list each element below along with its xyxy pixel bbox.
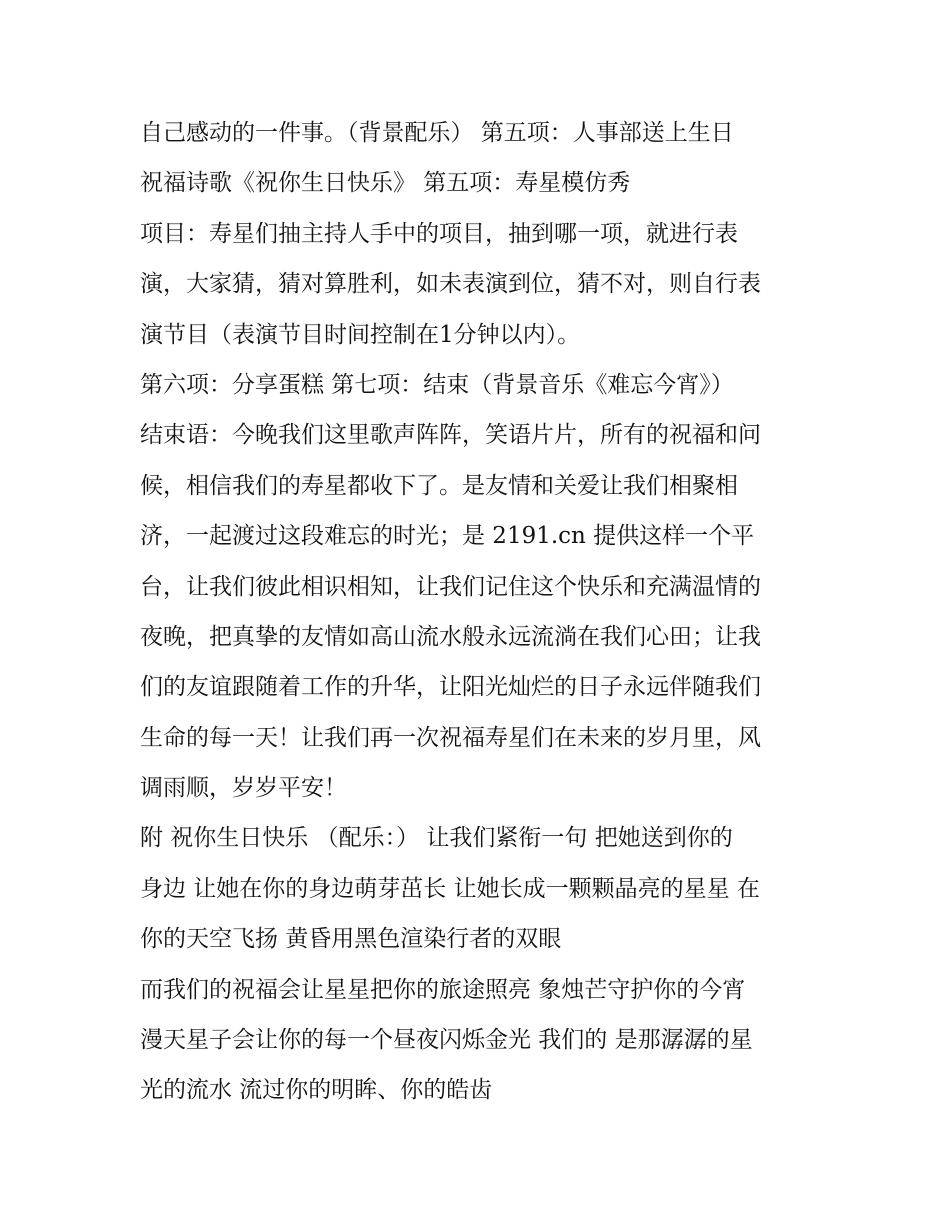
text-line: 们的友谊跟随着工作的升华，让阳光灿烂的日子永远伴随我们: [140, 674, 761, 701]
text-line: 自己感动的一件事。（背景配乐） 第五项：人事部送上生日: [140, 120, 734, 146]
text-line: 祝福诗歌《祝你生日快乐》 第五项：寿星模仿秀: [140, 170, 631, 197]
text-line: 调雨顺，岁岁平安！: [140, 775, 347, 802]
text-line: 身边 让她在你的身边萌芽茁长 让她长成一颗颗晶亮的星星 在: [140, 875, 760, 902]
text-line: 济，一起渡过这段难忘的时光；是 2191.cn 提供这样一个平: [140, 523, 755, 550]
text-line: 结束语：今晚我们这里歌声阵阵，笑语片片，所有的祝福和问: [140, 422, 761, 449]
text-line: 演，大家猜，猜对算胜利，如未表演到位，猜不对，则自行表: [140, 271, 761, 298]
text-line: 第六项：分享蛋糕 第七项：结束（背景音乐《难忘今宵》）: [140, 371, 734, 398]
text-line: 夜晚，把真挚的友情如高山流水般永远流淌在我们心田；让我: [140, 623, 761, 650]
text-line: 光的流水 流过你的明眸、你的皓齿: [140, 1077, 493, 1104]
text-line: 你的天空飞扬 黄昏用黑色渲染行者的双眼: [140, 926, 562, 953]
text-line: 而我们的祝福会让星星把你的旅途照亮 象烛芒守护你的今宵: [140, 976, 746, 1003]
text-line: 演节目（表演节目时间控制在1分钟以内）。: [140, 321, 581, 348]
text-line: 台，让我们彼此相识相知，让我们记住这个快乐和充满温情的: [140, 573, 761, 600]
text-line: 生命的每一天！让我们再一次祝福寿星们在未来的岁月里，风: [140, 724, 761, 751]
text-line: 候，相信我们的寿星都收下了。是友情和关爱让我们相聚相: [140, 472, 738, 499]
body-text: [140, 108, 830, 1116]
text-line: 漫天星子会让你的每一个昼夜闪烁金光 我们的 是那潺潺的星: [140, 1027, 753, 1054]
text-line: 附 祝你生日快乐 （配乐：） 让我们紧衔一句 把她送到你的: [140, 825, 733, 852]
text-line: 项目：寿星们抽主持人手中的项目，抽到哪一项，就进行表: [140, 220, 738, 247]
